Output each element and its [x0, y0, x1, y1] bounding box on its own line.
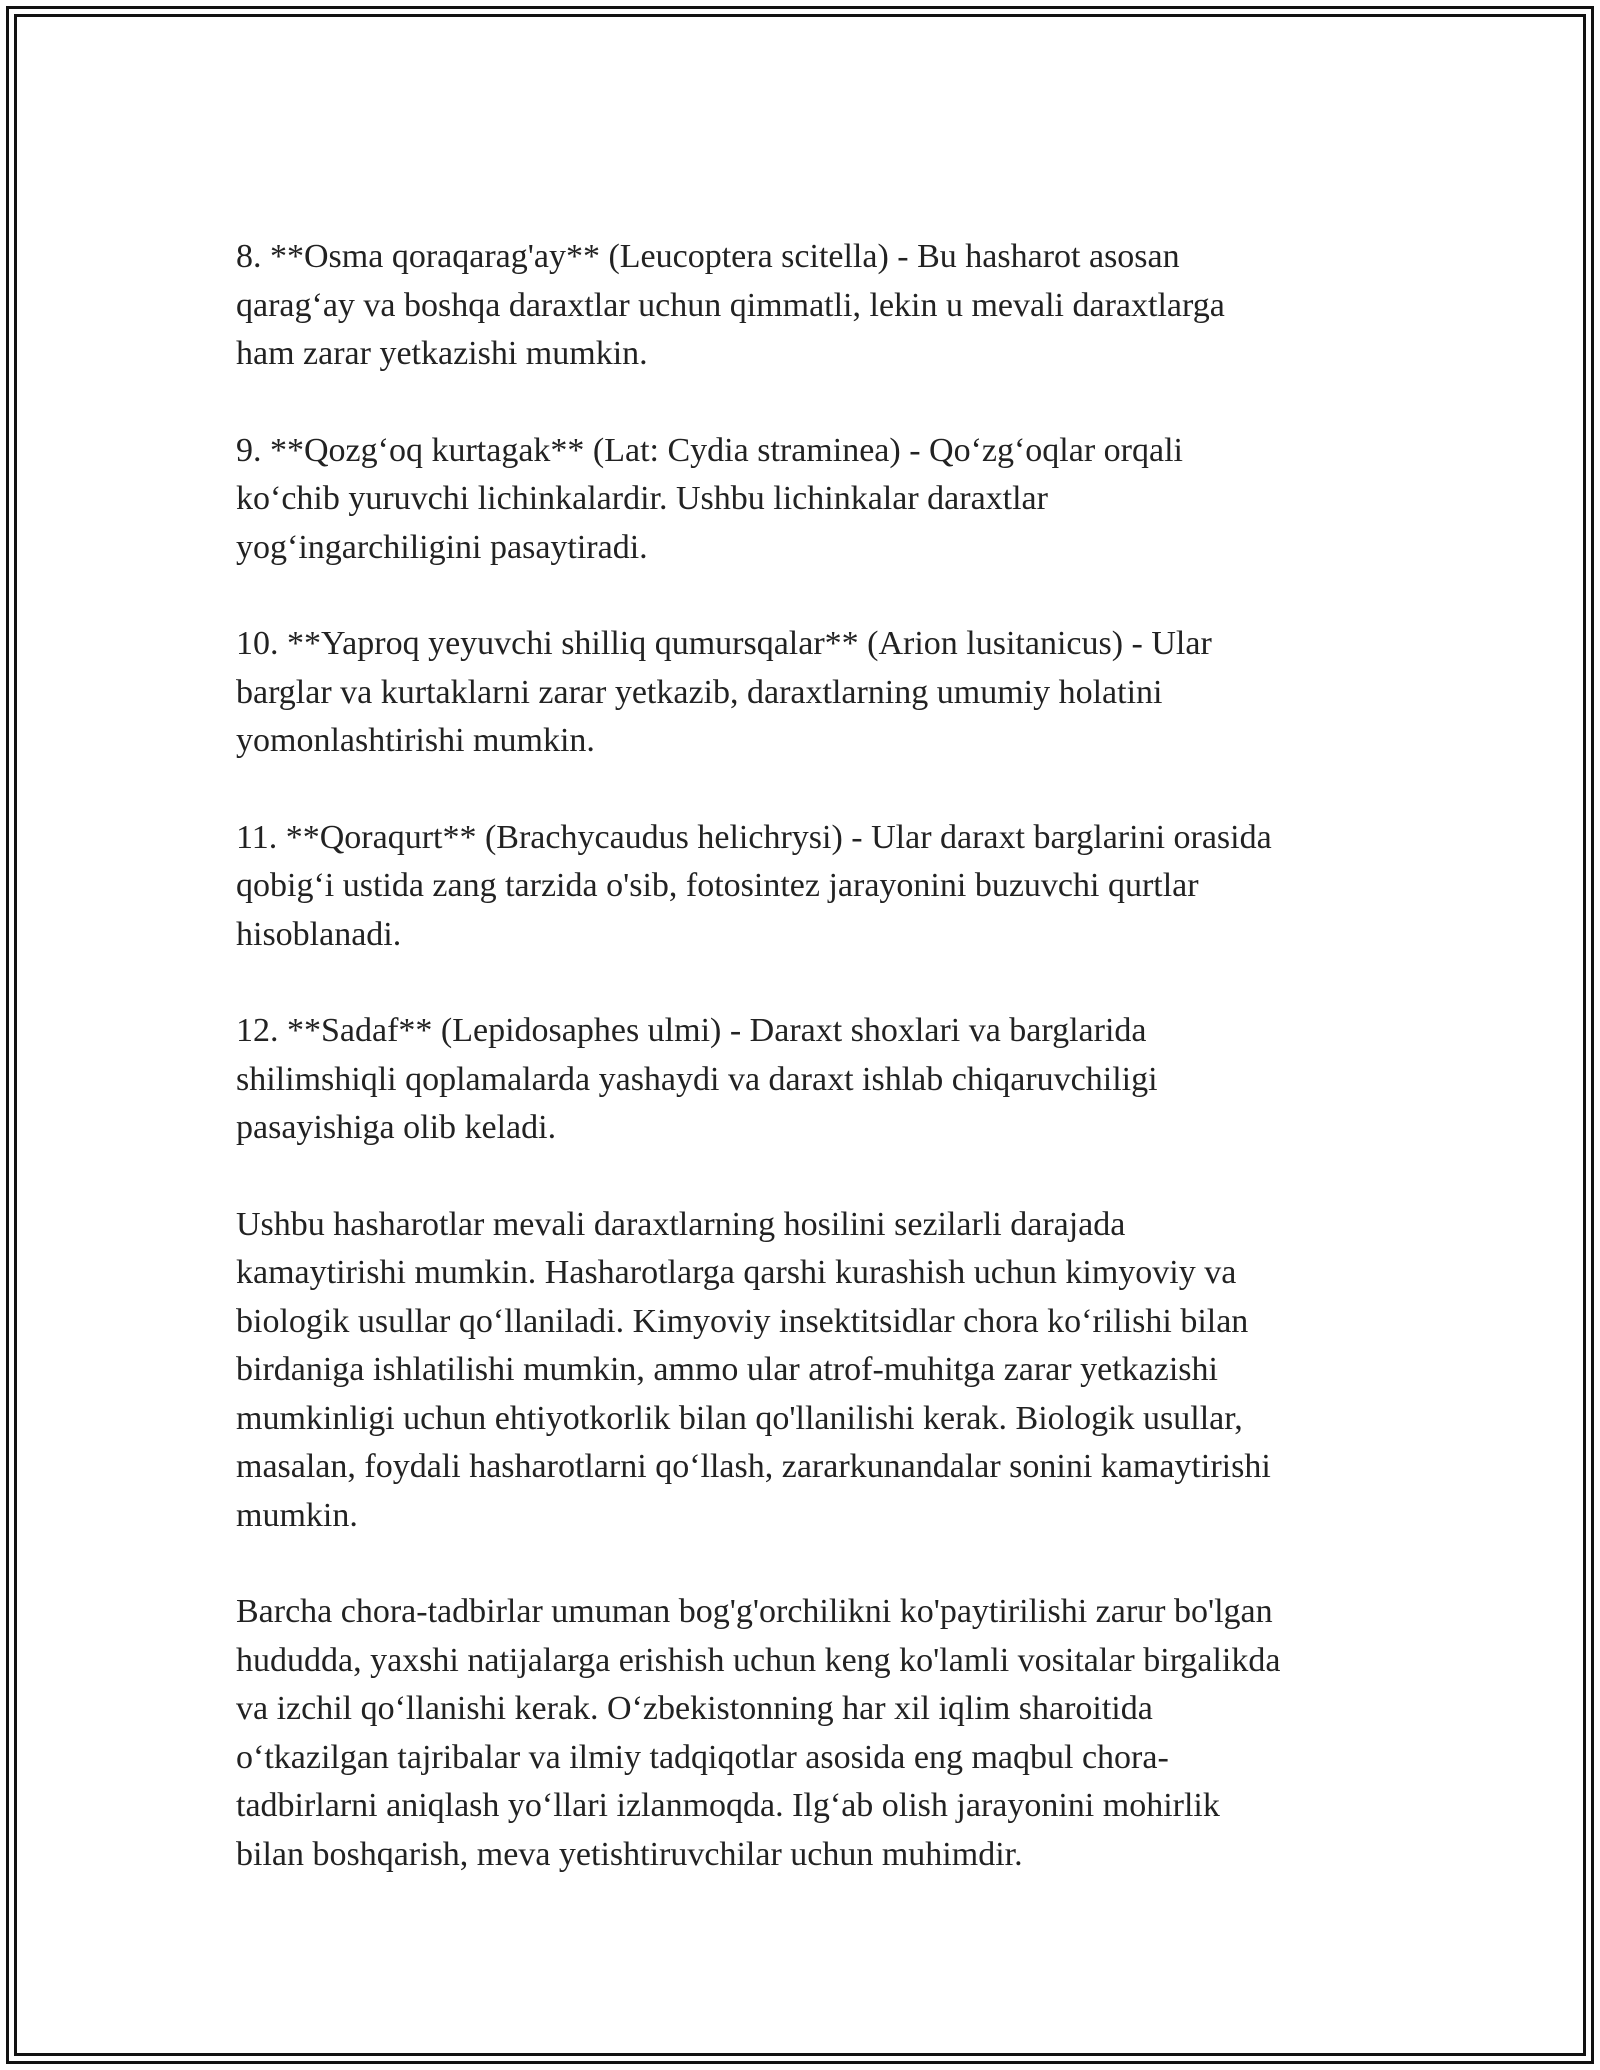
text-line: qobig‘i ustida zang tarzida o'sib, fotosintez jarayonini buzuvchi qurtlar [236, 867, 1199, 904]
text-line: 9. **Qozg‘oq kurtagak** (Lat: Cydia straminea) - Qo‘zg‘oqlar orqali [236, 431, 1183, 469]
paragraph-item-8 [236, 233, 1376, 379]
text-line: Barcha chora-tadbirlar umuman bog'g'orchilikni ko'paytirilishi zarur bo'lgan [236, 1593, 1273, 1630]
text-line: va izchil qo‘llanishi kerak. O‘zbekistonning har xil iqlim sharoitida [236, 1690, 1153, 1727]
text-line: barglar va kurtaklarni zarar yetkazib, daraxtlarning umumiy holatini [236, 673, 1163, 711]
text-line: hisoblanadi. [236, 915, 402, 953]
document-body [236, 233, 1376, 1927]
paragraph-summary [236, 1201, 1376, 1541]
paragraph-conclusion [236, 1588, 1376, 1879]
text-line: mumkin. [236, 1496, 358, 1534]
text-line: Ushbu hasharotlar mevali daraxtlarning hosilini sezilarli darajada [236, 1205, 1126, 1243]
paragraph-item-12 [236, 1007, 1376, 1153]
text-line: pasayishiga olib keladi. [236, 1109, 557, 1146]
text-line: hududda, yaxshi natijalarga erishish uchun keng ko'lamli vositalar birgalikda [236, 1641, 1281, 1679]
text-line: yog‘ingarchiligini pasaytiradi. [236, 528, 648, 566]
text-line: shilimshiqli qoplamalarda yashaydi va daraxt ishlab chiqaruvchiligi [236, 1060, 1158, 1098]
text-line: 8. **Osma qoraqarag'ay** (Leucoptera scitella) - Bu hasharot asosan [236, 238, 1180, 275]
text-line: 11. **Qoraqurt** (Brachycaudus helichrysi) - Ular daraxt barglarini orasida [236, 818, 1272, 856]
text-line: tadbirlarni aniqlash yo‘llari izlanmoqda. Ilg‘ab olish jarayonini mohirlik [236, 1787, 1220, 1824]
text-line: bilan boshqarish, meva yetishtiruvchilar uchun muhimdir. [236, 1835, 1023, 1873]
text-line: ko‘chib yuruvchi lichinkalardir. Ushbu lichinkalar daraxtlar [236, 480, 1048, 517]
paragraph-item-10 [236, 620, 1376, 766]
text-line: mumkinligi uchun ehtiyotkorlik bilan qo'llanilishi kerak. Biologik usullar, [236, 1399, 1243, 1437]
text-line: ham zarar yetkazishi mumkin. [236, 335, 648, 372]
text-line: 12. **Sadaf** (Lepidosaphes ulmi) - Daraxt shoxlari va barglarida [236, 1012, 1147, 1049]
text-line: qarag‘ay va boshqa daraxtlar uchun qimmatli, lekin u mevali daraxtlarga [236, 286, 1225, 324]
text-line: 10. **Yaproq yeyuvchi shilliq qumursqalar** (Arion lusitanicus) - Ular [236, 625, 1212, 662]
text-line: o‘tkazilgan tajribalar va ilmiy tadqiqotlar asosida eng maqbul chora- [236, 1738, 1169, 1776]
paragraph-item-9 [236, 427, 1376, 573]
text-line: masalan, foydali hasharotlarni qo‘llash, zararkunandalar sonini kamaytirishi [236, 1448, 1271, 1485]
text-line: biologik usullar qo‘llaniladi. Kimyoviy insektitsidlar chora ko‘rilishi bilan [236, 1302, 1249, 1340]
text-line: kamaytirishi mumkin. Hasharotlarga qarshi kurashish uchun kimyoviy va [236, 1254, 1237, 1291]
text-line: yomonlashtirishi mumkin. [236, 722, 595, 759]
paragraph-item-11 [236, 814, 1376, 960]
text-line: birdaniga ishlatilishi mumkin, ammo ular atrof-muhitga zarar yetkazishi [236, 1351, 1218, 1388]
